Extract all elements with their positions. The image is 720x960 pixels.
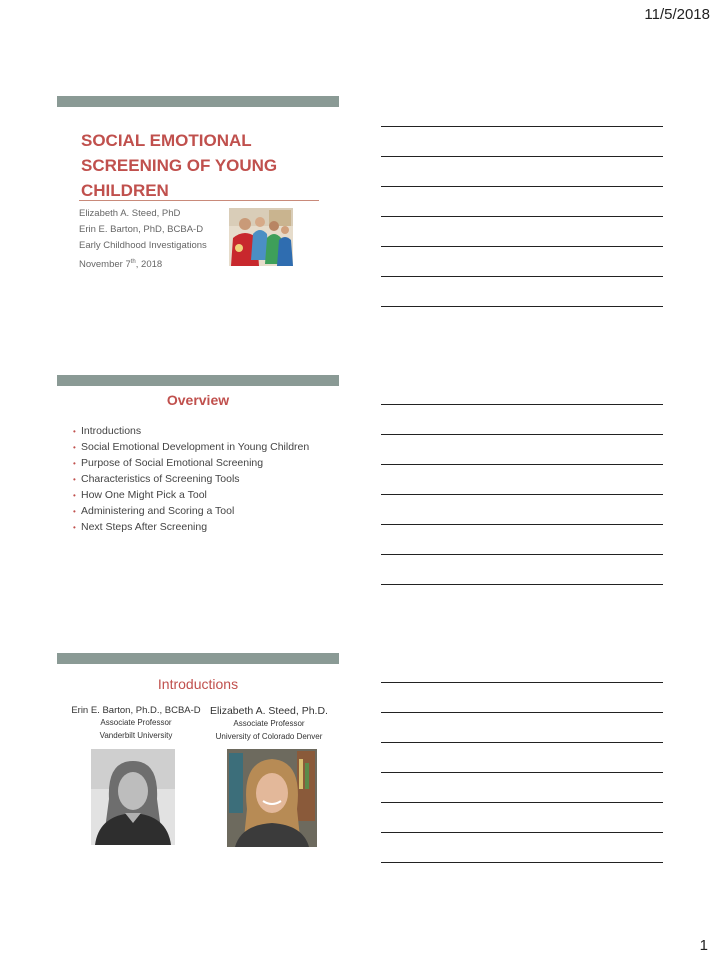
note-line [381, 802, 663, 803]
note-line [381, 862, 663, 863]
presenter-name: Erin E. Barton, Ph.D., BCBA-D [71, 705, 201, 716]
presenter-affiliation: University of Colorado Denver [215, 732, 323, 741]
barton-portrait-photo [91, 749, 175, 845]
author-line: Erin E. Barton, PhD, BCBA-D [79, 224, 204, 235]
list-item: • Social Emotional Development in Young Children [73, 441, 323, 454]
list-item: • How One Might Pick a Tool [73, 489, 323, 502]
slide-title: Overview [166, 392, 230, 408]
note-line [381, 216, 663, 217]
note-line [381, 832, 663, 833]
print-date: 11/5/2018 [644, 6, 710, 23]
note-line [381, 464, 663, 465]
note-line [381, 434, 663, 435]
presenter-barton [61, 705, 211, 742]
title-divider [79, 200, 319, 201]
list-item: • Introductions [73, 425, 323, 438]
presenter-affiliation: Vanderbilt University [99, 731, 173, 740]
note-line [381, 276, 663, 277]
presenter-name: Elizabeth A. Steed, Ph.D. [210, 705, 328, 717]
note-line [381, 494, 663, 495]
presenter-role: Associate Professor [233, 719, 305, 728]
note-line [381, 742, 663, 743]
slide-author-block [79, 206, 207, 273]
overview-list [73, 425, 323, 537]
slide-header-bar [57, 96, 339, 107]
note-line [381, 772, 663, 773]
list-item: • Purpose of Social Emotional Screening [73, 457, 323, 470]
note-line [381, 682, 663, 683]
presenter-role: Associate Professor [100, 718, 172, 727]
event-line: Early Childhood Investigations [79, 240, 207, 251]
note-line [381, 186, 663, 187]
date-line: November 7th, 2018 [79, 259, 163, 271]
author-line: Elizabeth A. Steed, PhD [79, 208, 181, 219]
slide-header-bar [57, 653, 339, 664]
note-line [381, 712, 663, 713]
note-line [381, 246, 663, 247]
slide-2 [57, 375, 339, 575]
list-item: • Next Steps After Screening [73, 521, 323, 534]
slide-title: SOCIAL EMOTIONAL SCREENING OF YOUNG CHILDREN [81, 131, 278, 200]
note-line [381, 404, 663, 405]
list-item: • Administering and Scoring a Tool [73, 505, 323, 518]
note-line [381, 524, 663, 525]
slide-header-bar [57, 375, 339, 386]
steed-portrait-photo [227, 749, 317, 847]
slide-title: Introductions [157, 676, 239, 692]
children-classroom-photo [229, 208, 293, 266]
note-line [381, 584, 663, 585]
note-line [381, 156, 663, 157]
presenter-steed [199, 705, 339, 743]
page-number: 1 [699, 937, 708, 954]
slide-1 [57, 96, 339, 296]
note-line [381, 554, 663, 555]
note-line [381, 306, 663, 307]
list-item: • Characteristics of Screening Tools [73, 473, 323, 486]
slide-3 [57, 653, 339, 863]
note-line [381, 126, 663, 127]
